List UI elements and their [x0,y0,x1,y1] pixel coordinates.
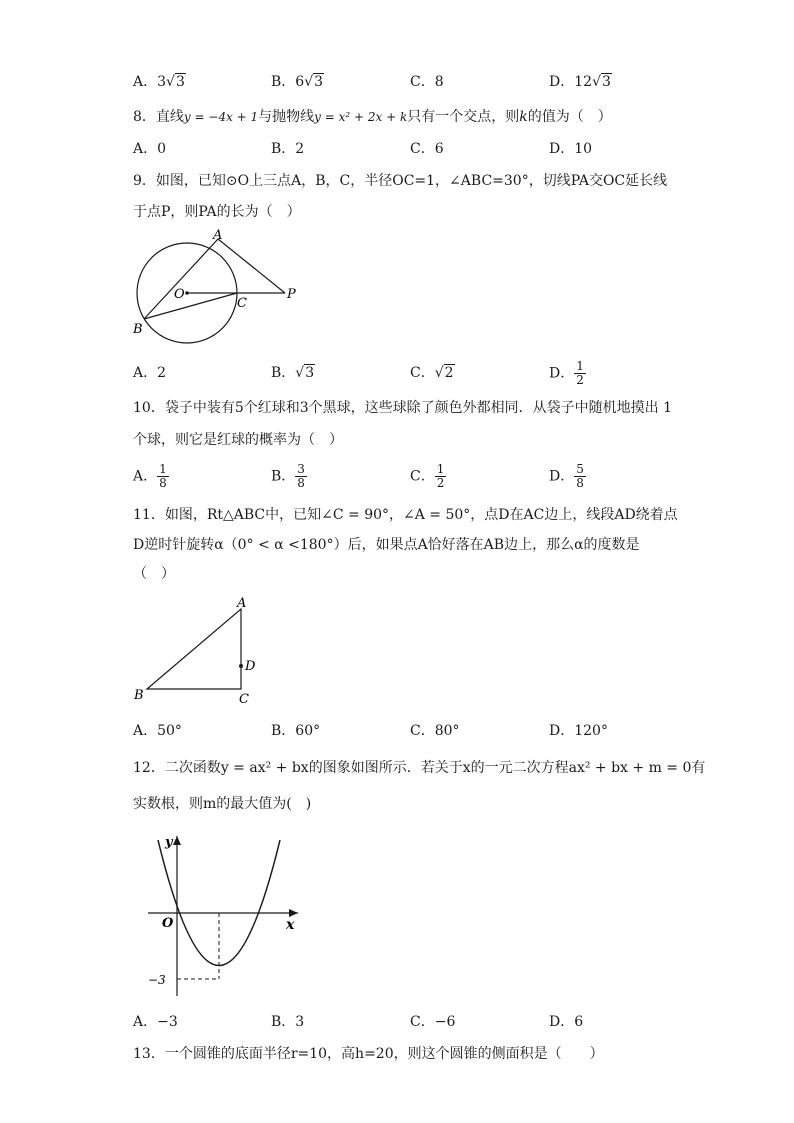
option-label: B． [271,365,296,381]
option-label: D． [549,468,575,485]
q12-option-c: C．−6 [410,1014,456,1030]
label-b: B [134,688,144,703]
q9-option-a: A．2 [133,365,167,381]
denominator: 2 [436,476,445,490]
radicand: 3 [175,74,185,90]
point-d [239,664,243,668]
equation: y = x² + 2x + k [314,110,408,124]
numerator: 1 [159,462,167,476]
option-label: A． [133,468,158,485]
q8-option-b: B．2 [271,141,305,157]
q9-option-d [549,360,586,387]
radicand: 3 [601,74,611,90]
numerator: 1 [436,462,445,476]
q7-option-a: A．3√3 [133,74,185,90]
option-label: D． [549,365,575,382]
parabola-curve [158,840,280,966]
radicand: 3 [314,74,324,90]
label-d: D [245,659,256,674]
denominator: 8 [297,476,305,490]
y-arrow [173,836,181,845]
q10-option-a [133,463,169,490]
option-label: B． [271,468,296,485]
denominator: 8 [159,476,167,490]
option-label: D． [549,74,575,90]
option-label: A． [133,74,158,90]
q11-option-b: B．60° [271,723,321,739]
fraction [295,463,307,490]
fraction [574,360,586,387]
x-arrow [289,909,298,917]
q12-option-a: A．−3 [133,1014,178,1030]
q12-stem-line2: 实数根，则m的最大值为( ) [133,796,312,812]
q9-option-b: B．√3 [271,365,315,381]
radical-coef: 12 [574,74,593,90]
variable: k [519,109,528,125]
q9-circle-figure [125,225,305,350]
stem-text: 的值为（ ） [527,109,612,125]
denominator: 8 [576,476,584,490]
label-c: C [239,692,249,707]
q12-parabola-figure [140,828,310,1003]
q11-option-d: D．120° [549,723,608,739]
label-c: C [237,296,247,311]
radical-coef: 6 [295,74,305,90]
option-label: C． [410,468,435,485]
label-p: P [287,287,296,302]
q8-option-d: D．10 [549,141,593,157]
fraction [435,463,447,490]
q9-stem-line1: 9．如图，已知⊙O上三点A，B，C，半径OC=1，∠ABC=30°，切线PA交OC延长线 [133,173,668,189]
numerator: 5 [576,462,584,476]
q10-stem-line1: 10．袋子中装有5个红球和3个黑球，这些球除了颜色外都相同．从袋子中随机地摸出 1 [133,400,672,416]
q11-stem-line1: 11．如图，Rt△ABC中，已知∠C = 90°，∠A = 50°，点D在AC边上，线段AD绕着点 [133,507,678,523]
q7-option-b: B．6√3 [271,74,324,90]
equation: y = −4x + 1 [183,110,259,124]
q8-stem [133,107,612,127]
q10-option-c [410,463,446,490]
q7-option-c: C．8 [410,74,444,90]
q12-stem-line1: 12．二次函数y = ax² + bx的图象如图所示．若关于x的一元二次方程ax² + bx + m = 0有 [133,760,706,776]
stem-text: 只有一个交点，则 [407,109,520,125]
q9-stem-line2: 于点P，则PA的长为（ ） [133,204,301,220]
triangle-abc [147,609,241,689]
q9-option-c: C．√2 [410,365,454,381]
q11-stem-line2: D逆时针旋转α（0° < α <180°）后，如果点A恰好落在AB边上，那么α的度数是 [133,537,640,553]
stem-text: 8．直线 [133,109,184,125]
q10-stem-line2: 个球，则它是红球的概率为（ ） [133,432,343,448]
tangent-pa [218,239,285,293]
q12-option-d: D．6 [549,1014,584,1030]
q12-option-b: B．3 [271,1014,305,1030]
stem-text: 与抛物线 [258,109,315,125]
label-a: A [237,596,247,611]
q8-option-a: A．0 [133,141,167,157]
option-label: B． [271,74,296,90]
y-label: y [165,835,173,850]
q11-stem-line3: （ ） [133,566,175,582]
fraction [157,463,169,490]
chord-ab [144,239,218,319]
label-o: O [174,287,185,302]
q11-option-c: C．80° [410,723,460,739]
q13-stem: 13．一个圆锥的底面半径r=10，高h=20，则这个圆锥的侧面积是（ ） [133,1046,604,1062]
radicand: 3 [305,365,315,381]
label-a: A [213,228,223,243]
label-b: B [133,322,143,337]
q10-option-b [271,463,307,490]
center-dot [185,291,189,295]
tick-label: −3 [148,973,166,987]
option-label: C． [410,365,435,381]
chord-bc [144,293,237,319]
radicand: 2 [444,365,454,381]
q11-triangle-figure [128,593,268,708]
q8-option-c: C．6 [410,141,444,157]
origin-label: O [162,916,174,931]
q10-option-d [549,463,586,490]
numerator: 3 [297,462,305,476]
numerator: 1 [576,359,584,373]
q7-option-d: D．12√3 [549,74,611,90]
denominator: 2 [576,373,584,387]
fraction [574,463,586,490]
q11-option-a: A．50° [133,723,182,739]
x-label: x [286,917,295,933]
radical-coef: 3 [157,74,167,90]
